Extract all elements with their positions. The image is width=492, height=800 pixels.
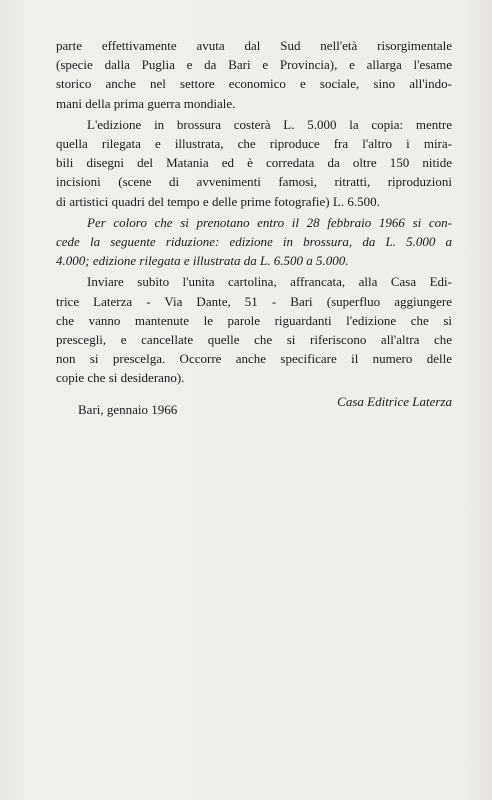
- text-line: di artistici quadri del tempo e delle prime fotografie) L. 6.500.: [56, 193, 380, 209]
- paragraph-2: [56, 115, 452, 211]
- text-line: 4.000; edizione rilegata e illustrata da L. 6.500 a 5.000.: [56, 253, 349, 269]
- text-line: mani della prima guerra mondiale.: [56, 95, 236, 111]
- text-line: trice Laterza - Via Dante, 51 - Bari (superfluo aggiungere: [56, 293, 452, 309]
- text-line: parte effettivamente avuta dal Sud nell'età risorgimentale: [56, 38, 452, 53]
- text-line: copie che si desiderano).: [56, 370, 185, 386]
- text-line: prescegli, e cancellate quelle che si riferiscono all'altra che: [56, 332, 452, 348]
- text-line: quella rilegata e illustrata, che riproduce fra l'altro i mira-: [56, 136, 452, 152]
- text-line: L'edizione in brossura costerà L. 5.000 la copia: mentre: [87, 116, 452, 132]
- text-line: cede la seguente riduzione: edizione in brossura, da L. 5.000 a: [56, 234, 452, 250]
- paragraph-1: [56, 36, 452, 113]
- text-line: Per coloro che si prenotano entro il 28 febbraio 1966 si con-: [87, 214, 452, 230]
- text-line: che vanno mantenute le parole riguardanti l'edizione che si: [56, 312, 452, 328]
- signature: Casa Editrice Laterza: [337, 393, 452, 409]
- text-line: incisioni (scene di avvenimenti famosi, ritratti, riproduzioni: [56, 174, 452, 190]
- date-line: Bari, gennaio 1966: [78, 402, 178, 417]
- text-line: storico anche nel settore economico e sociale, sino all'indo-: [56, 76, 452, 92]
- text-line: non si prescelga. Occorre anche specificare il numero delle: [56, 351, 452, 367]
- paragraph-3: [56, 213, 452, 271]
- text-line: Inviare subito l'unita cartolina, affrancata, alla Casa Edi-: [87, 274, 452, 290]
- paragraph-4: [56, 272, 452, 387]
- text-line: (specie dalla Puglia e da Bari e Provincia), e allarga l'esame: [56, 57, 452, 73]
- text-line: bili disegni del Matania ed è corredata da oltre 150 nitide: [56, 155, 452, 171]
- body-text: [56, 36, 452, 411]
